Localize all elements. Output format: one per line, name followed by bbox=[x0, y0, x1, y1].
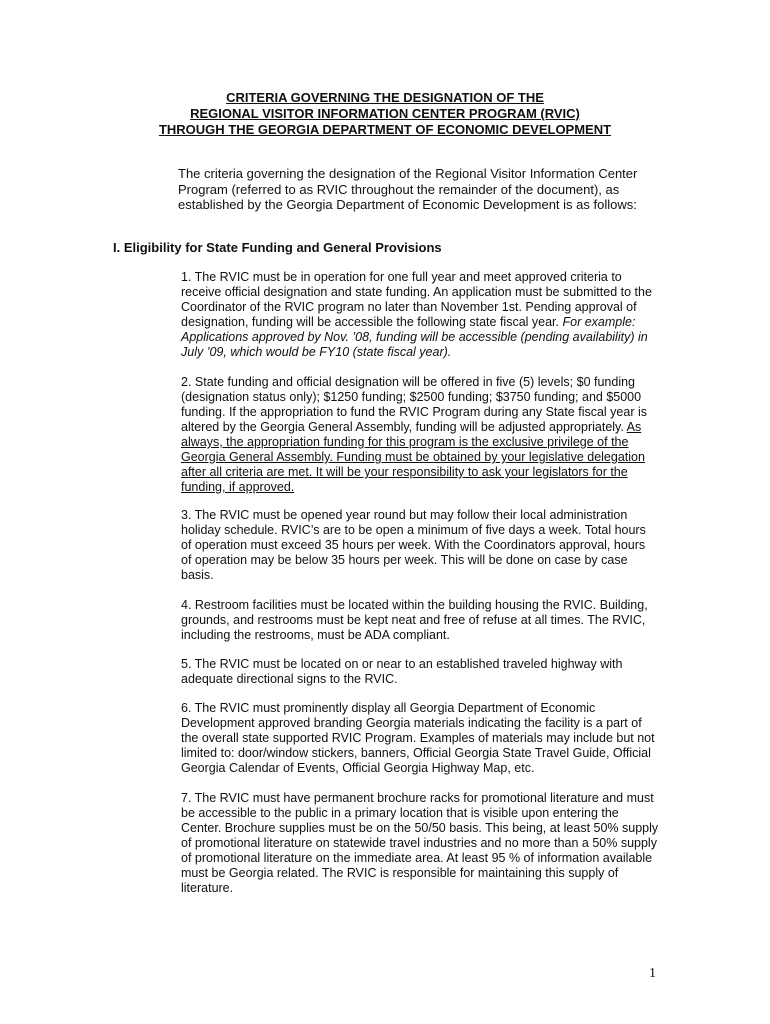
criterion-2 bbox=[181, 375, 659, 495]
section-heading: I. Eligibility for State Funding and General Provisions bbox=[113, 240, 442, 255]
criterion-5: 5. The RVIC must be located on or near to an established traveled highway with adequate directional signs to the RVIC. bbox=[181, 657, 623, 686]
criterion-6: 6. The RVIC must prominently display all Georgia Department of Economic Development approved branding Georgia materials indicating the facility is a part of the overall state supported RVIC Program. Examples of materials may include but not limited to: door/window stickers, banners, Official Georgia State Travel Guide, Official Georgia Calendar of Events, Official Georgia Highway Map, etc. bbox=[181, 701, 655, 775]
intro-paragraph: The criteria governing the designation of the Regional Visitor Information Center Program (referred to as RVIC throughout the remainder of the document), as established by the Georgia Department of Economic Development is as follows: bbox=[178, 166, 638, 212]
criterion-4: 4. Restroom facilities must be located within the building housing the RVIC. Building, grounds, and restrooms must be kept neat and free of refuse at all times. The RVIC, including the restrooms, must be ADA compliant. bbox=[181, 598, 648, 642]
criterion-7: 7. The RVIC must have permanent brochure racks for promotional literature and must be accessible to the public in a primary location that is visible upon entering the Center. Brochure supplies must be on the 50/50 basis. This being, at least 50% supply of promotional literature on statewide travel industries and no more than a 50% supply of promotional literature on the immediate area. At least 95 % of information available must be Georgia related. The RVIC is responsible for maintaining this supply of literature. bbox=[181, 791, 659, 895]
document-title bbox=[0, 90, 770, 138]
criterion-1-text: 1. The RVIC must be in operation for one full year and meet approved criteria to receive official designation and state funding. An application must be submitted to the Coordinator of the RVIC program no later than November 1st. Pending approval of designation, funding will be accessible the following state fiscal year. bbox=[181, 270, 652, 329]
page-number: 1 bbox=[649, 966, 656, 981]
title-line-2: REGIONAL VISITOR INFORMATION CENTER PROGRAM (RVIC) bbox=[190, 106, 580, 121]
criterion-3: 3. The RVIC must be opened year round but may follow their local administration holiday schedule. RVIC’s are to be open a minimum of five days a week. Total hours of operation must exceed 35 hours per week. With the Coordinators approval, hours of operation may be below 35 hours per week. This will be done on case by case basis. bbox=[181, 508, 646, 582]
title-line-1: CRITERIA GOVERNING THE DESIGNATION OF THE bbox=[226, 90, 544, 105]
title-line-3: THROUGH THE GEORGIA DEPARTMENT OF ECONOMIC DEVELOPMENT bbox=[158, 122, 612, 137]
criterion-1 bbox=[181, 270, 659, 360]
criterion-2-underlined-note: As always, the appropriation funding for this program is the exclusive privilege of the Georgia General Assembly. Funding must be obtained by your legislative delegation after all criteria are met. It will be your responsibility to ask your legislators for the funding, if approved. bbox=[181, 420, 645, 494]
criterion-2-text: 2. State funding and official designation will be offered in five (5) levels; $0 funding (designation status only); $1250 funding; $2500 funding; $3750 funding; and $5000 funding. If the appropriation to fund the RVIC Program during any State fiscal year is altered by the Georgia General Assembly, funding will be adjusted appropriately. bbox=[181, 375, 648, 434]
criterion-1-example: For example: Applications approved by Nov. ’08, funding will be accessible (pending availability) in July ’09, which would be FY10 (state fiscal year). bbox=[181, 315, 648, 359]
